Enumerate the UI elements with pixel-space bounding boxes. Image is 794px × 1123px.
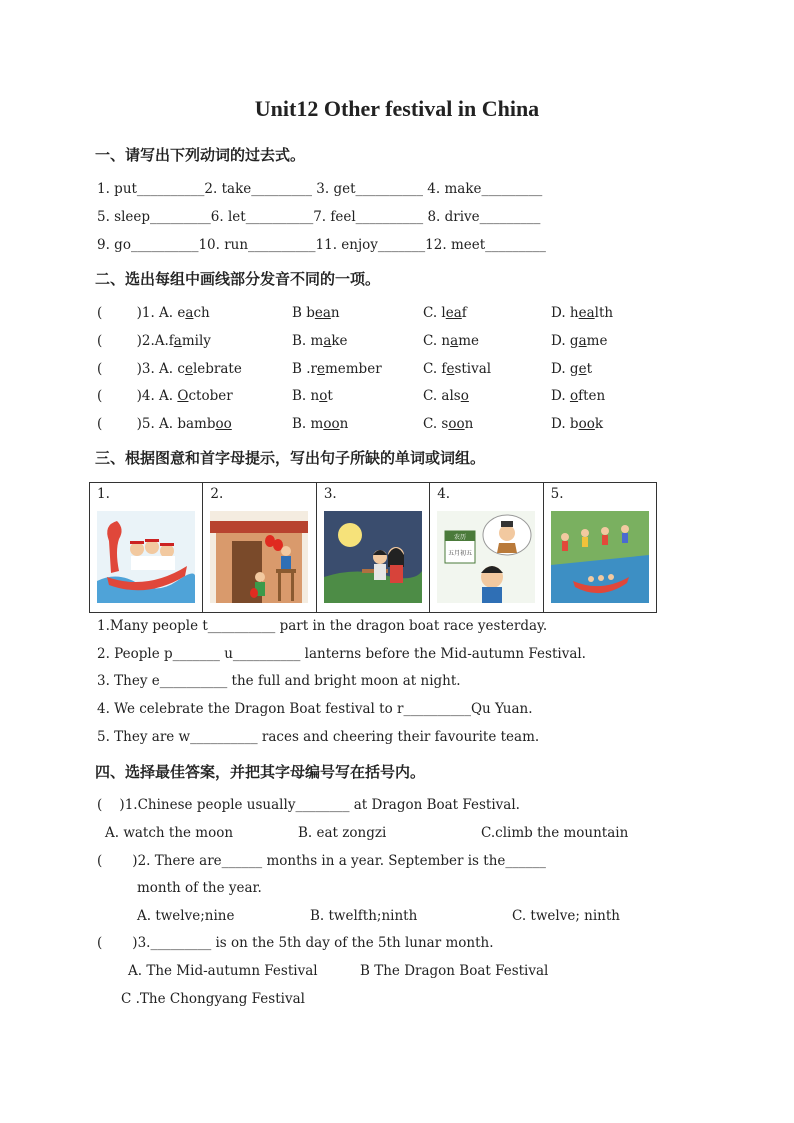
calendar-quyuan-image [437,511,535,603]
section-heading-3: 三、根据图意和首字母提示，写出句子所缺的单词或词组。 [95,449,486,467]
mc-question-2: ( )2. There are______ months in a year. September is the______ [97,853,546,869]
phonics-option-c [423,388,469,404]
option-text: C. l [423,305,446,321]
underlined-letters: o [569,388,579,404]
mc-option: A. watch the moon [105,825,234,841]
mc-option: A. The Mid-autumn Festival [128,963,318,979]
option-text: B. n [292,388,320,404]
underlined-letters: a [323,333,332,349]
hanging-lanterns-image [210,511,308,603]
underlined-letters: ea [578,305,595,321]
option-text: f [461,305,467,321]
mc-option: C .The Chongyang Festival [121,991,305,1007]
fill-sentence: 1.Many people t__________ part in the dragon boat race yesterday. [97,618,548,634]
option-text: member [324,361,382,377]
mc-option: B. eat zongzi [298,825,387,841]
phonics-row [97,416,232,432]
option-text: ch [193,305,210,321]
calendar-bottom-text: 五月初五 [448,550,473,557]
cheering-team-image [551,511,649,603]
mc-option: C.climb the mountain [481,825,629,841]
phonics-question: ( )3. A. c [97,361,185,377]
underlined-letters: e [578,361,587,377]
option-text: C. f [423,361,447,377]
picture-number: 4. [437,486,451,502]
underlined-letters: oo [578,416,595,432]
phonics-option-d [551,333,607,349]
underlined-letters: e [184,361,193,377]
option-text: lth [594,305,614,321]
picture-cell [430,483,543,612]
option-text: n [464,416,474,432]
phonics-option-b [292,305,340,321]
option-text: lebrate [192,361,242,377]
picture-cell [90,483,203,612]
phonics-row [97,333,211,349]
phonics-row [97,305,210,321]
option-text: C. als [423,388,461,404]
phonics-question: ( )1. A. [97,305,178,321]
underlined-letters: a [578,333,587,349]
picture-cell [203,483,316,612]
option-text: B. m [292,416,324,432]
option-text: stival [454,361,492,377]
phonics-question: ( )4. A. [97,388,178,404]
mc-option: A. twelve;nine [137,908,235,924]
mc-option: B. twelfth;ninth [310,908,418,924]
phonics-option-d [551,361,592,377]
fill-sentence: 5. They are w__________ races and cheering their favourite team. [97,729,540,745]
fill-sentence: 4. We celebrate the Dragon Boat festival to r__________Qu Yuan. [97,701,533,717]
phonics-option-c [423,361,491,377]
underlined-letters: ea [314,305,331,321]
option-text: me [458,333,479,349]
picture-number: 1. [97,486,110,502]
phonics-option-c [423,333,479,349]
mc-option: C. twelve; ninth [512,908,620,924]
option-text: ctober [188,388,233,404]
underlined-letters: e [316,361,325,377]
phonics-option-b [292,333,348,349]
underlined-letters: oo [323,416,340,432]
verb-line-3: 9. go__________10. run__________11. enjoy_______12. meet_________ [97,237,546,253]
calendar-top-text: 农历 [454,534,467,541]
dragon-boat-race-image [97,511,195,603]
option-text: B b [292,305,315,321]
phonics-option-b [292,361,382,377]
underlined-letters: oo [215,416,232,432]
underlined-letters: o [319,388,328,404]
phonics-option-b [292,388,333,404]
underlined-letters: a [450,333,459,349]
option-text: n [339,416,349,432]
phonics-row [97,388,233,404]
mc-option: B The Dragon Boat Festival [360,963,549,979]
moon-viewing-image [324,511,422,603]
phonics-option-c [423,416,473,432]
page-title: Unit12 Other festival in China [254,96,540,121]
phonics-question: ( )5. A. bamb [97,416,216,432]
fill-sentence: 2. People p_______ u__________ lanterns before the Mid-autumn Festival. [97,646,586,662]
section-heading-2: 二、选出每组中画线部分发音不同的一项。 [95,270,381,288]
option-text: D. h [551,305,579,321]
underlined-letters: e [446,361,455,377]
option-text: C. s [423,416,449,432]
option-text: C. n [423,333,451,349]
underlined-letters: O [177,388,189,404]
phonics-option-d [551,305,613,321]
underlined-letters: a [185,305,194,321]
option-text: ften [578,388,606,404]
phonics-option-d [551,388,605,404]
fill-sentence: 3. They e__________ the full and bright moon at night. [97,673,461,689]
option-text: B .r [292,361,317,377]
option-text: D. g [551,333,579,349]
option-text: k [594,416,604,432]
mc-question-3: ( )3._________ is on the 5th day of the 5th lunar month. [97,935,494,951]
picture-cell [317,483,430,612]
phonics-option-b [292,416,348,432]
underlined-letters: o [460,388,469,404]
section-heading-1: 一、请写出下列动词的过去式。 [95,146,306,164]
picture-number: 5. [550,486,564,502]
section-heading-4: 四、选择最佳答案，并把其字母编号写在括号内。 [95,763,426,781]
option-text: ke [331,333,348,349]
option-text: n [330,305,340,321]
option-text: me [586,333,608,349]
phonics-question: ( )2.A.f [97,333,174,349]
verb-line-1: 1. put__________2. take_________ 3. get__________ 4. make_________ [97,181,543,197]
option-text: mily [181,333,211,349]
option-text: D. b [551,416,579,432]
option-text: D. [551,388,570,404]
mc-question-1: ( )1.Chinese people usually________ at Dragon Boat Festival. [97,797,520,813]
verb-line-2: 5. sleep_________6. let__________7. feel__________ 8. drive_________ [97,209,541,225]
phonics-option-d [551,416,603,432]
picture-number: 2. [210,486,224,502]
option-text: B. m [292,333,324,349]
phonics-option-c [423,305,467,321]
picture-table [89,482,657,613]
picture-cell [544,483,656,612]
option-text: e [177,305,186,321]
picture-number: 3. [323,486,337,502]
option-text: t [327,388,333,404]
mc-question-2-cont: month of the year. [137,880,262,896]
underlined-letters: a [173,333,182,349]
option-text: t [586,361,593,377]
underlined-letters: ea [445,305,462,321]
underlined-letters: oo [448,416,465,432]
phonics-row [97,361,242,377]
option-text: D. g [551,361,579,377]
